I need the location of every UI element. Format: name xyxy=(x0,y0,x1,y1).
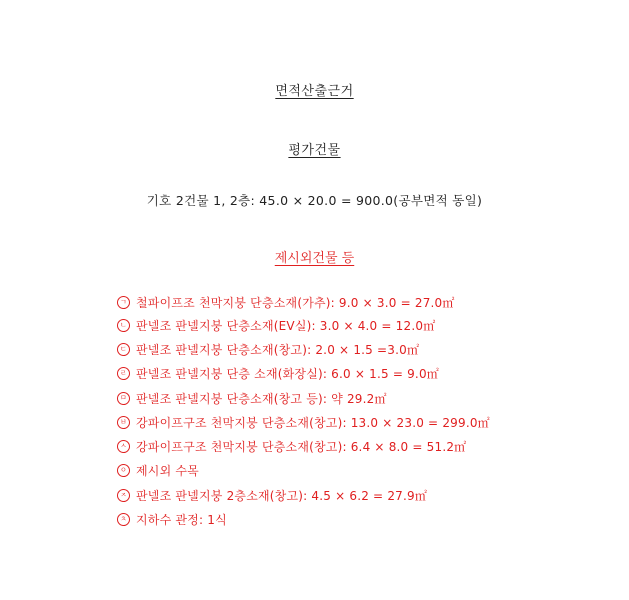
circled-mark-icon: ㄷ xyxy=(117,343,130,356)
circled-mark-icon: ㄹ xyxy=(117,367,130,380)
list-item xyxy=(117,362,617,386)
circled-mark-icon: ㄴ xyxy=(117,319,130,332)
circled-mark-icon: ㄱ xyxy=(117,296,130,309)
list-item xyxy=(117,483,617,507)
list-item-text: 판넬조 판넬지붕 단층소재(창고 등): 약 29.2㎡ xyxy=(136,391,387,406)
excluded-buildings-list xyxy=(117,290,617,532)
area-formula: 기호 2건물 1, 2층: 45.0 × 20.0 = 900.0(공부면적 동일) xyxy=(146,193,483,208)
section-title xyxy=(0,139,629,158)
circled-mark-icon: ㅅ xyxy=(117,440,130,453)
circled-mark-icon: ㅇ xyxy=(117,464,130,477)
list-item-text: 지하수 관정: 1식 xyxy=(136,513,227,528)
excluded-buildings-title xyxy=(0,247,629,266)
list-item-text: 판넬조 판넬지붕 2층소재(창고): 4.5 × 6.2 = 27.9㎡ xyxy=(136,488,428,503)
section-title-text: 평가건물 xyxy=(288,143,341,158)
excluded-buildings-title-text: 제시외건물 등 xyxy=(274,251,355,266)
document-title xyxy=(0,80,629,99)
list-item-text: 판넬조 판넬지붕 단층소재(창고): 2.0 × 1.5 =3.0㎡ xyxy=(136,342,420,357)
list-item-text: 강파이프구조 천막지붕 단층소재(창고): 6.4 × 8.0 = 51.2㎡ xyxy=(136,440,467,455)
list-item-text: 판넬조 판넬지붕 단층소재(EV실): 3.0 × 4.0 = 12.0㎡ xyxy=(136,319,436,334)
document-title-text: 면적산출근거 xyxy=(275,84,354,99)
list-item-text: 철파이프조 천막지붕 단층소재(가추): 9.0 × 3.0 = 27.0㎡ xyxy=(136,295,455,310)
list-item xyxy=(117,507,617,531)
list-item xyxy=(117,459,617,483)
list-item-text: 강파이프구조 천막지붕 단층소재(창고): 13.0 × 23.0 = 299.0㎡ xyxy=(136,415,490,430)
list-item xyxy=(117,337,617,361)
circled-mark-icon: ㅁ xyxy=(117,392,130,405)
list-item xyxy=(117,434,617,458)
list-item-text: 판넬조 판넬지붕 단층 소재(화장실): 6.0 × 1.5 = 9.0㎡ xyxy=(136,367,439,382)
list-item xyxy=(117,314,617,337)
circled-mark-icon: ㅈ xyxy=(117,489,130,502)
list-item xyxy=(117,410,617,434)
circled-mark-icon: ㅊ xyxy=(117,513,130,526)
list-item xyxy=(117,386,617,410)
list-item xyxy=(117,290,617,314)
circled-mark-icon: ㅂ xyxy=(117,416,130,429)
list-item-text: 제시외 수목 xyxy=(136,464,199,479)
